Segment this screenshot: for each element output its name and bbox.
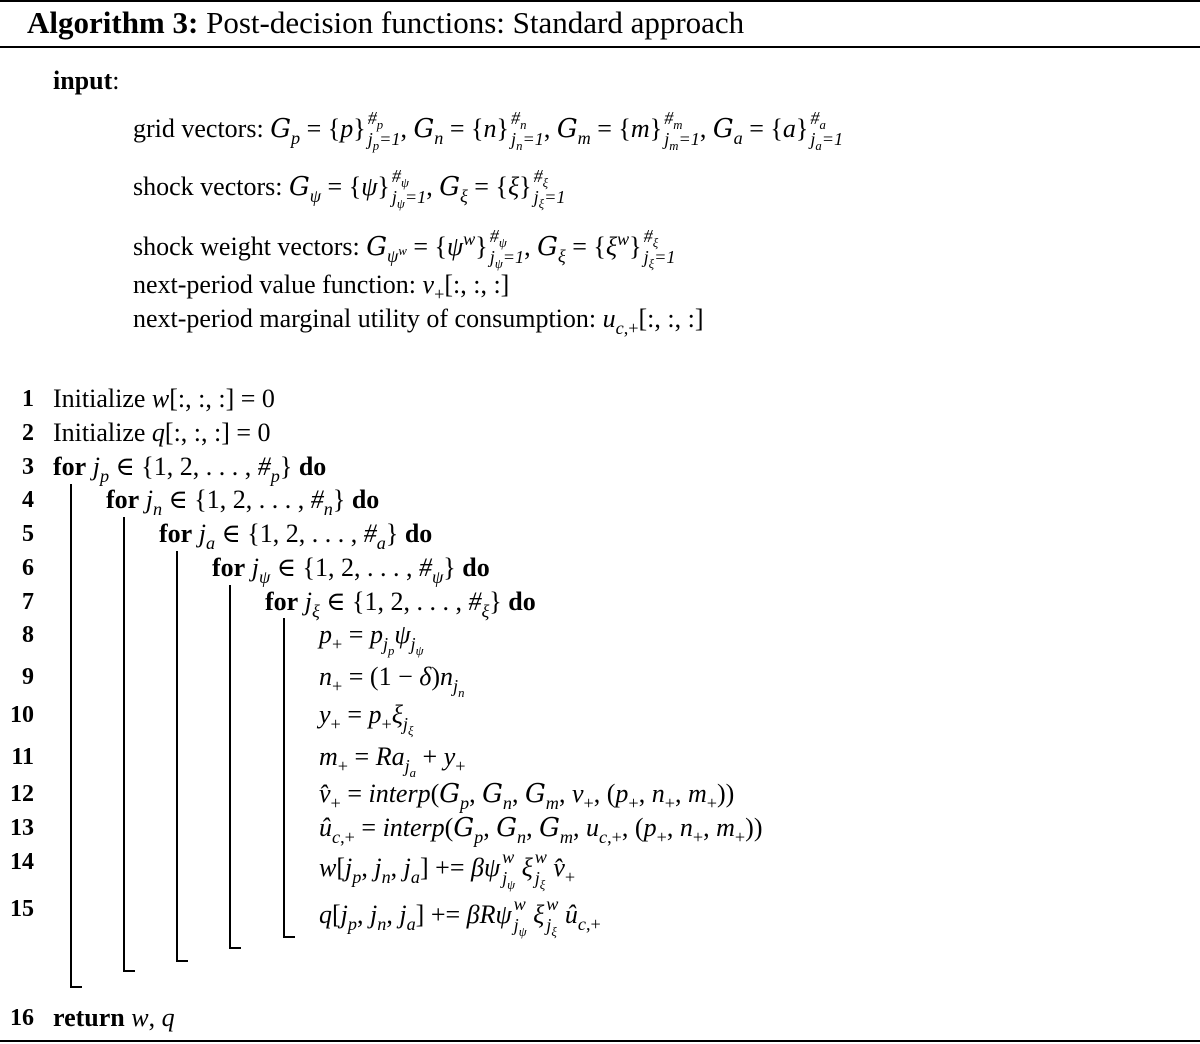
line-10-y-plus: $y_+ = p_+\xi_{j_\xi}$	[319, 700, 414, 738]
marginal-utility-label: next-period marginal utility of consumption:	[133, 304, 603, 333]
block-bar-loop-jn	[123, 517, 125, 971]
line-12-v-hat: $v̂_+$ = $interp(G_p$, $G_n$, $G_m$, $v_+$, ($p_+$, $n_+$, $m_+$))	[319, 779, 735, 813]
input-heading: input:	[53, 66, 120, 95]
block-end-loop-jn	[123, 970, 135, 972]
line-13-u-hat: $û_{c,+}$ = $interp(G_p$, $G_n$, $G_m$, $u_{c,+}$, ($p_+$, $n_+$, $m_+$))	[319, 813, 763, 847]
line-7-for-jxi: for $j_\xi$ ∈ {1, 2, . . . , $\#_\xi$} do	[265, 587, 536, 621]
interp-function: interp	[368, 779, 431, 808]
algorithm-name: Post-decision functions: Standard approach	[206, 5, 745, 40]
line-11-m-plus: $m_+ = Ra_{j_a} + y_+$	[319, 742, 466, 780]
do-keyword: do	[298, 452, 327, 481]
line-number: 14	[10, 849, 34, 875]
block-bar-loop-jpsi	[229, 585, 231, 948]
line-number: 2	[22, 420, 34, 446]
grid-vectors-label: grid vectors:	[133, 113, 271, 143]
for-keyword: for	[265, 587, 299, 616]
line-2-initialize-q: Initialize q[:, :, :] = 0	[53, 418, 271, 447]
block-end-loop-jxi	[283, 936, 295, 938]
initialize-keyword: Initialize	[53, 418, 146, 447]
block-end-loop-jpsi	[229, 947, 241, 949]
do-keyword: do	[462, 553, 490, 582]
line-15-q-update: $q[j_p$, $j_n$, $j_a] += \beta R\psi$ w $j_\psi$ ξ w $j_\xi$ $û_{c,+}$	[319, 894, 601, 939]
line-9-n-plus: $n_+ = (1 - \delta)n_{j_n}$	[319, 662, 465, 700]
line-5-for-ja: for $j_a$ ∈ {1, 2, . . . , $\#_a$} do	[159, 519, 433, 553]
input-shock-weight-vectors: shock weight vectors: $G_{\psi^w} = \{\psi^w\}$ $\#_\psi$ $j_\psi=1$ , $G_\xi = \{\xi^w\}$ $\#_\xi$ $j_\xi=1$	[133, 226, 676, 271]
line-number: 7	[22, 589, 34, 615]
line-3-for-jp: for $j_p$ ∈ {1, 2, . . . , $\#_p$} do	[53, 452, 327, 486]
block-bar-loop-jp	[70, 484, 72, 987]
line-number: 16	[10, 1005, 34, 1031]
bottom-rule	[0, 1040, 1200, 1042]
block-end-loop-ja	[176, 960, 188, 962]
block-bar-loop-ja	[176, 551, 178, 961]
value-function-label: next-period value function:	[133, 270, 423, 299]
title-rule	[0, 46, 1200, 48]
initialize-keyword: Initialize	[53, 384, 146, 413]
do-keyword: do	[351, 485, 380, 514]
line-number: 12	[10, 781, 34, 807]
for-keyword: for	[212, 553, 246, 582]
line-number: 4	[22, 487, 34, 513]
input-keyword: input	[53, 66, 113, 95]
line-1-initialize-w: Initialize w[:, :, :] = 0	[53, 384, 275, 413]
algorithm-title	[27, 5, 744, 41]
input-marginal-utility: next-period marginal utility of consumption: $u_{c,+}$[:, :, :]	[133, 304, 704, 338]
line-number: 3	[22, 454, 34, 480]
line-number: 13	[10, 815, 34, 841]
line-14-w-update: $w[j_p$, $j_n$, $j_a] += \beta\psi$ w $j_\psi$ ξ w $j_\xi$ $v̂_+$	[319, 847, 576, 892]
line-6-for-jpsi: for $j_\psi$ ∈ {1, 2, . . . , $\#_\psi$} do	[212, 553, 490, 587]
for-keyword: for	[106, 485, 140, 514]
interp-function: interp	[382, 813, 445, 842]
line-4-for-jn: for $j_n$ ∈ {1, 2, . . . , $\#_n$} do	[106, 485, 380, 519]
do-keyword: do	[404, 519, 433, 548]
algorithm-label: Algorithm 3:	[27, 5, 199, 40]
for-keyword: for	[159, 519, 193, 548]
line-number: 15	[10, 896, 34, 922]
input-grid-vectors: grid vectors: $G_p = \{p\}$ $\#_p$ $j_p=1$ , $G_n = \{n\}$ $\#_n$ $j_n=1$ , $G_m = \{m\}$ $\#_m$ $j_m=1$ , $G_a = \{a\}$ $\#_a$ $j_a=1$	[133, 108, 844, 153]
shock-weight-label: shock weight vectors:	[133, 231, 367, 261]
input-shock-vectors: shock vectors: $G_\psi = \{\psi\}$ $\#_\psi$ $j_\psi=1$ , $G_\xi = \{\xi\}$ $\#_\xi$ $j_\xi=1$	[133, 166, 566, 211]
input-value-function: next-period value function: $v_+$[:, :, :]	[133, 270, 510, 304]
block-bar-loop-jxi	[283, 618, 285, 937]
line-number: 6	[22, 555, 34, 581]
do-keyword: do	[508, 587, 536, 616]
line-number: 1	[22, 386, 34, 412]
line-number: 9	[22, 664, 34, 690]
top-rule	[0, 0, 1200, 2]
line-8-p-plus: $p_+ = p_{j_p}\psi_{j_\psi}$	[319, 620, 424, 658]
line-number: 8	[22, 622, 34, 648]
line-number: 10	[10, 702, 34, 728]
line-number: 5	[22, 521, 34, 547]
line-number: 11	[11, 744, 34, 770]
for-keyword: for	[53, 452, 87, 481]
line-16-return: return w, q	[53, 1003, 175, 1032]
return-keyword: return	[53, 1003, 125, 1032]
shock-vectors-label: shock vectors:	[133, 171, 289, 201]
block-end-loop-jp	[70, 986, 82, 988]
